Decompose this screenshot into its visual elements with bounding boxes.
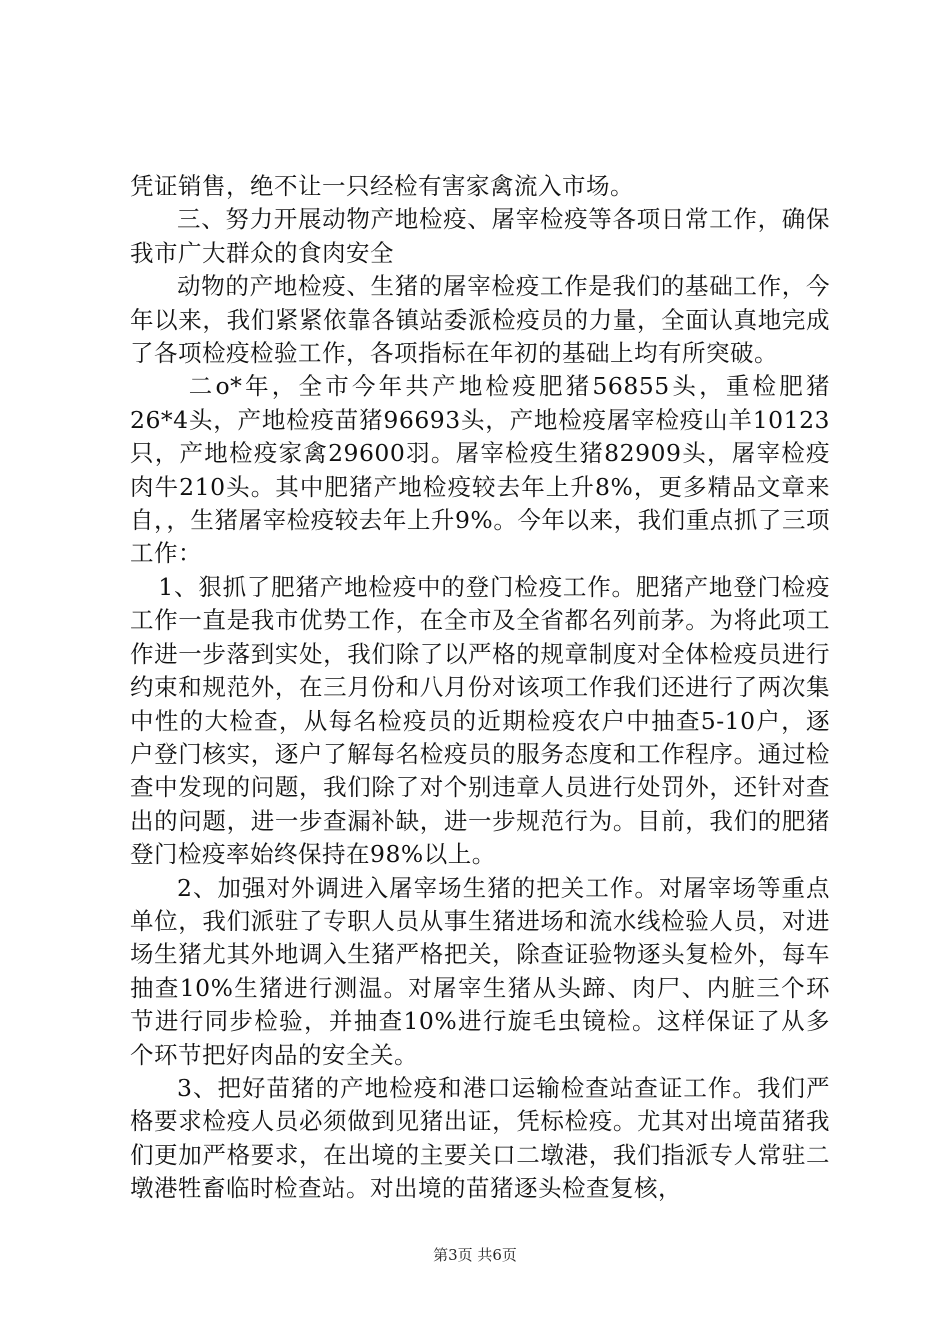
section-heading: 三、努力开展动物产地检疫、屠宰检疫等各项日常工作，确保我市广大群众的食肉安全 [130,205,830,267]
paragraph-continuation: 凭证销售，绝不让一只经检有害家禽流入市场。 [130,172,634,200]
list-item-3: 3、把好苗猪的产地检疫和港口运输检查站查证工作。我们严格要求检疫人员必须做到见猪出证，凭标检疫。尤其对出境苗猪我们更加严格要求，在出境的主要关口二墩港，我们指派专人常驻二墩港牲畜临时检查站。对出境的苗猪逐头检查复核， [130,1073,830,1203]
paragraph-statistics: 二o*年，全市今年共产地检疫肥猪56855头，重检肥猪26*4头，产地检疫苗猪96693头，产地检疫屠宰检疫山羊10123只，产地检疫家禽29600羽。屠宰检疫生猪82909头，屠宰检疫肉牛210头。其中肥猪产地检疫较去年上升8%，更多精品文章来自，，生猪屠宰检疫较去年上升9%。今年以来，我们重点抓了三项工作： [130,372,830,568]
page-footer [0,1245,950,1265]
paragraph: 动物的产地检疫、生猪的屠宰检疫工作是我们的基础工作，今年以来，我们紧紧依靠各镇站委派检疫员的力量，全面认真地完成了各项检疫检验工作，各项指标在年初的基础上均有所突破。 [130,272,830,368]
list-item-2: 2、加强对外调进入屠宰场生猪的把关工作。对屠宰场等重点单位，我们派驻了专职人员从事生猪进场和流水线检验人员，对进场生猪尤其外地调入生猪严格把关，除查证验物逐头复检外，每车抽查10%生猪进行测温。对屠宰生猪从头蹄、肉尸、内脏三个环节进行同步检验，并抽查10%进行旋毛虫镜检。这样保证了从多个环节把好肉品的安全关。 [130,873,830,1069]
list-item-1: 1、狠抓了肥猪产地检疫中的登门检疫工作。肥猪产地登门检疫工作一直是我市优势工作，在全市及全省都名列前茅。为将此项工作进一步落到实处，我们除了以严格的规章制度对全体检疫员进行约束和规范外，在三月份和八月份对该项工作我们还进行了两次集中性的大检查，从每名检疫员的近期检疫农户中抽查5-10户，逐户登门核实，逐户了解每名检疫员的服务态度和工作程序。通过检查中发现的问题，我们除了对个别违章人员进行处罚外，还针对查出的问题，进一步查漏补缺，进一步规范行为。目前，我们的肥猪登门检疫率始终保持在98%以上。 [130,572,830,869]
document-body [130,170,830,1206]
page-number: 第3页 共6页 [433,1246,517,1264]
